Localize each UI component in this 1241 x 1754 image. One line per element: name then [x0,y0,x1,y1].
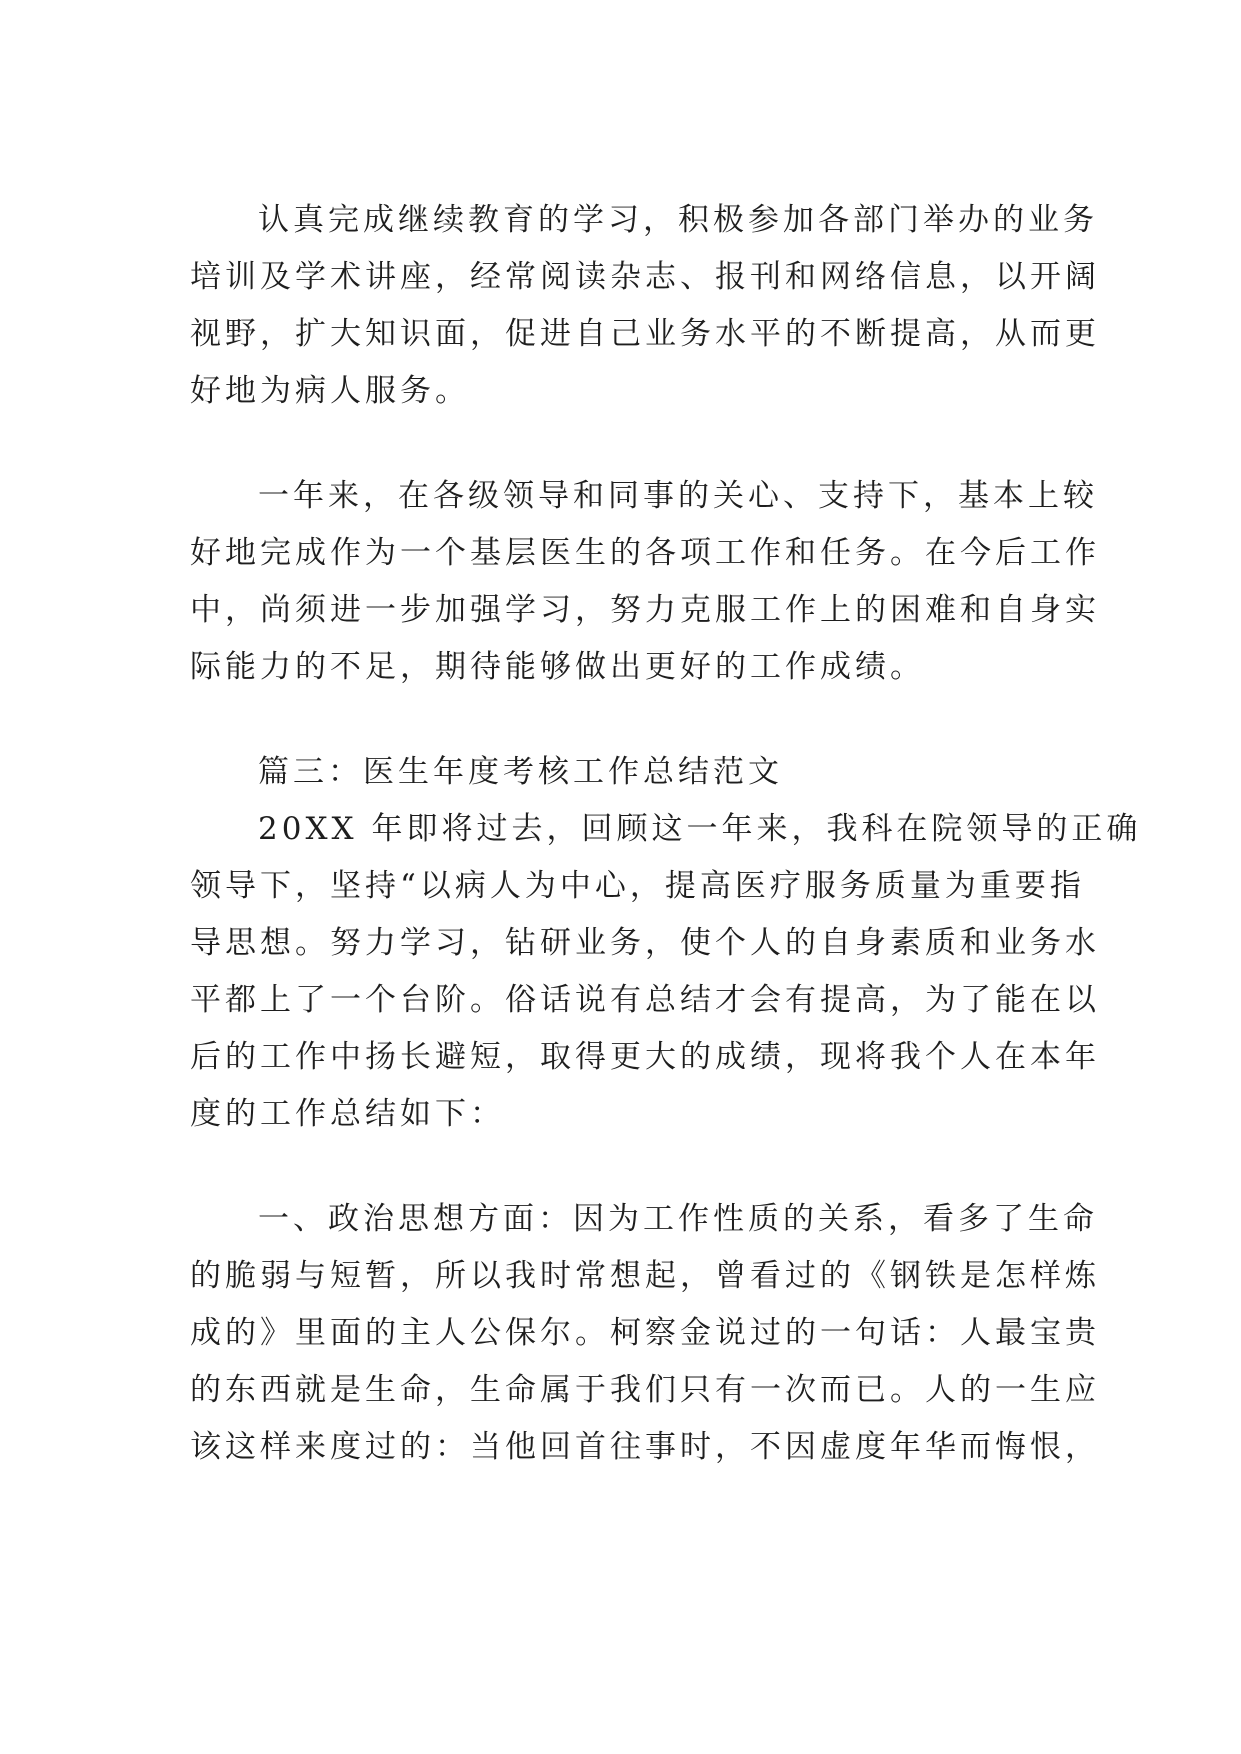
paragraph-line: 后的工作中扬长避短，取得更大的成绩，现将我个人在本年 [190,1039,1100,1075]
paragraph-line: 好地为病人服务。 [190,373,470,409]
paragraph-line: 成的》里面的主人公保尔。柯察金说过的一句话：人最宝贵 [190,1315,1100,1351]
paragraph-line: 的脆弱与短暂，所以我时常想起，曾看过的《钢铁是怎样炼 [190,1258,1100,1294]
paragraph-line: 培训及学术讲座，经常阅读杂志、报刊和网络信息，以开阔 [190,259,1100,295]
paragraph-line: 中，尚须进一步加强学习，努力克服工作上的困难和自身实 [190,592,1100,628]
paragraph-line: 平都上了一个台阶。俗话说有总结才会有提高，为了能在以 [190,982,1100,1018]
paragraph-line: 度的工作总结如下： [190,1096,505,1132]
paragraph-line: 认真完成继续教育的学习，积极参加各部门举办的业务 [258,202,1098,238]
paragraph-line: 该这样来度过的：当他回首往事时，不因虚度年华而悔恨， [190,1429,1100,1465]
paragraph-line: 导思想。努力学习，钻研业务，使个人的自身素质和业务水 [190,925,1100,961]
paragraph-line: 好地完成作为一个基层医生的各项工作和任务。在今后工作 [190,535,1100,571]
paragraph-line: 际能力的不足，期待能够做出更好的工作成绩。 [190,649,925,685]
paragraph-line: 领导下，坚持“以病人为中心，提高医疗服务质量为重要指 [190,868,1085,904]
paragraph-line: 一、政治思想方面：因为工作性质的关系，看多了生命 [258,1201,1098,1237]
section-heading: 篇三：医生年度考核工作总结范文 [258,754,783,790]
paragraph-line: 视野，扩大知识面，促进自己业务水平的不断提高，从而更 [190,316,1100,352]
paragraph-line: 一年来，在各级领导和同事的关心、支持下，基本上较 [258,478,1098,514]
paragraph-line: 的东西就是生命，生命属于我们只有一次而已。人的一生应 [190,1372,1100,1408]
paragraph-line: 20XX 年即将过去，回顾这一年来，我科在院领导的正确 [258,811,1142,847]
